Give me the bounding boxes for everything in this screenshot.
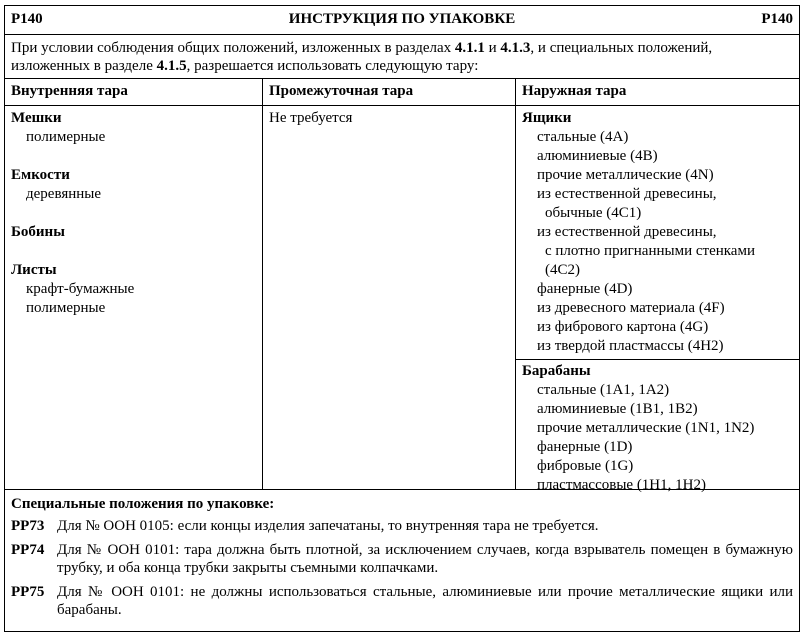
outer-item: (4C2) — [545, 262, 580, 278]
outer-item: с плотно пригнанными стенками — [545, 243, 755, 259]
section-ref-4-1-5: 4.1.5 — [156, 58, 187, 74]
special-provisions-heading: Специальные положения по упаковке: — [11, 496, 275, 512]
provision-row — [11, 541, 793, 577]
outer-item: из древесного материала (4F) — [537, 300, 725, 316]
header-row — [5, 6, 799, 35]
outer-item: алюминиевые (1B1, 1B2) — [537, 401, 698, 417]
intermediate-packaging-cell — [263, 106, 516, 489]
outer-item: из естественной древесины, — [537, 224, 717, 240]
provision-text: Для № ООН 0105: если концы изделия запечатаны, то внутренняя тара не требуется. — [57, 518, 599, 534]
outer-item: стальные (4A) — [537, 129, 629, 145]
provision-row — [11, 517, 793, 535]
outer-item: пластмассовые (1H1, 1H2) — [537, 477, 706, 493]
packaging-body — [5, 106, 799, 493]
instruction-title: ИНСТРУКЦИЯ ПО УПАКОВКЕ — [288, 11, 516, 27]
outer-item: обычные (4C1) — [545, 205, 642, 221]
outer-item: из естественной древесины, — [537, 186, 717, 202]
intro-paragraph — [5, 35, 799, 79]
outer-item: фибровые (1G) — [537, 458, 634, 474]
intro-text-2: и — [484, 40, 501, 56]
intro-text-1: При условии соблюдения общих положений, изложенных в разделах — [11, 40, 455, 56]
intro-text-4: , разрешается использовать следующую тару: — [186, 58, 479, 74]
packing-instruction-table — [4, 5, 800, 632]
outer-item: фанерные (4D) — [537, 281, 633, 297]
outer-packaging-cell — [516, 106, 799, 493]
column-header-outer: Наружная тара — [522, 83, 627, 99]
inner-group-sheets: Листы — [11, 262, 57, 278]
outer-item: алюминиевые (4B) — [537, 148, 658, 164]
provision-row — [11, 583, 793, 619]
section-ref-4-1-3: 4.1.3 — [500, 40, 531, 56]
inner-group-bags: Мешки — [11, 110, 62, 126]
provision-text: Для № ООН 0101: тара должна быть плотной, за исключением случаев, когда взрыватель помещен в бумажную трубку, и оба конца трубки закрыты съемными колпачками. — [57, 542, 793, 576]
inner-item: полимерные — [26, 129, 106, 145]
provision-code: PP74 — [11, 542, 45, 558]
outer-item: из фибрового картона (4G) — [537, 319, 709, 335]
outer-item: из твердой пластмассы (4H2) — [537, 338, 724, 354]
inner-packaging-cell — [5, 106, 263, 489]
inner-item: полимерные — [26, 300, 106, 316]
outer-item: фанерные (1D) — [537, 439, 633, 455]
inner-item: деревянные — [26, 186, 102, 202]
instruction-code-right: P140 — [761, 11, 793, 27]
inner-group-reels: Бобины — [11, 224, 65, 240]
outer-divider — [516, 359, 799, 360]
inner-group-receptacles: Емкости — [11, 167, 70, 183]
outer-item: прочие металлические (4N) — [537, 167, 714, 183]
outer-item: стальные (1A1, 1A2) — [537, 382, 670, 398]
column-header-inner: Внутренняя тара — [5, 79, 263, 105]
outer-group-boxes: Ящики — [522, 110, 572, 126]
provision-text: Для № ООН 0101: не должны использоваться стальные, алюминиевые или прочие металлические ящики или барабаны. — [57, 584, 793, 618]
column-headers — [5, 79, 799, 106]
outer-group-drums: Барабаны — [522, 363, 591, 379]
intermediate-value: Не требуется — [269, 110, 353, 126]
section-ref-4-1-1: 4.1.1 — [454, 40, 485, 56]
intro-text-3: , и специальных положений, изложенных в разделе — [11, 40, 713, 74]
special-provisions — [5, 490, 799, 631]
provision-code: PP73 — [11, 518, 45, 534]
instruction-code-left: P140 — [11, 11, 43, 27]
column-header-intermediate: Промежуточная тара — [263, 79, 516, 105]
provision-code: PP75 — [11, 584, 45, 600]
inner-item: крафт-бумажные — [26, 281, 135, 297]
outer-item: прочие металлические (1N1, 1N2) — [537, 420, 755, 436]
